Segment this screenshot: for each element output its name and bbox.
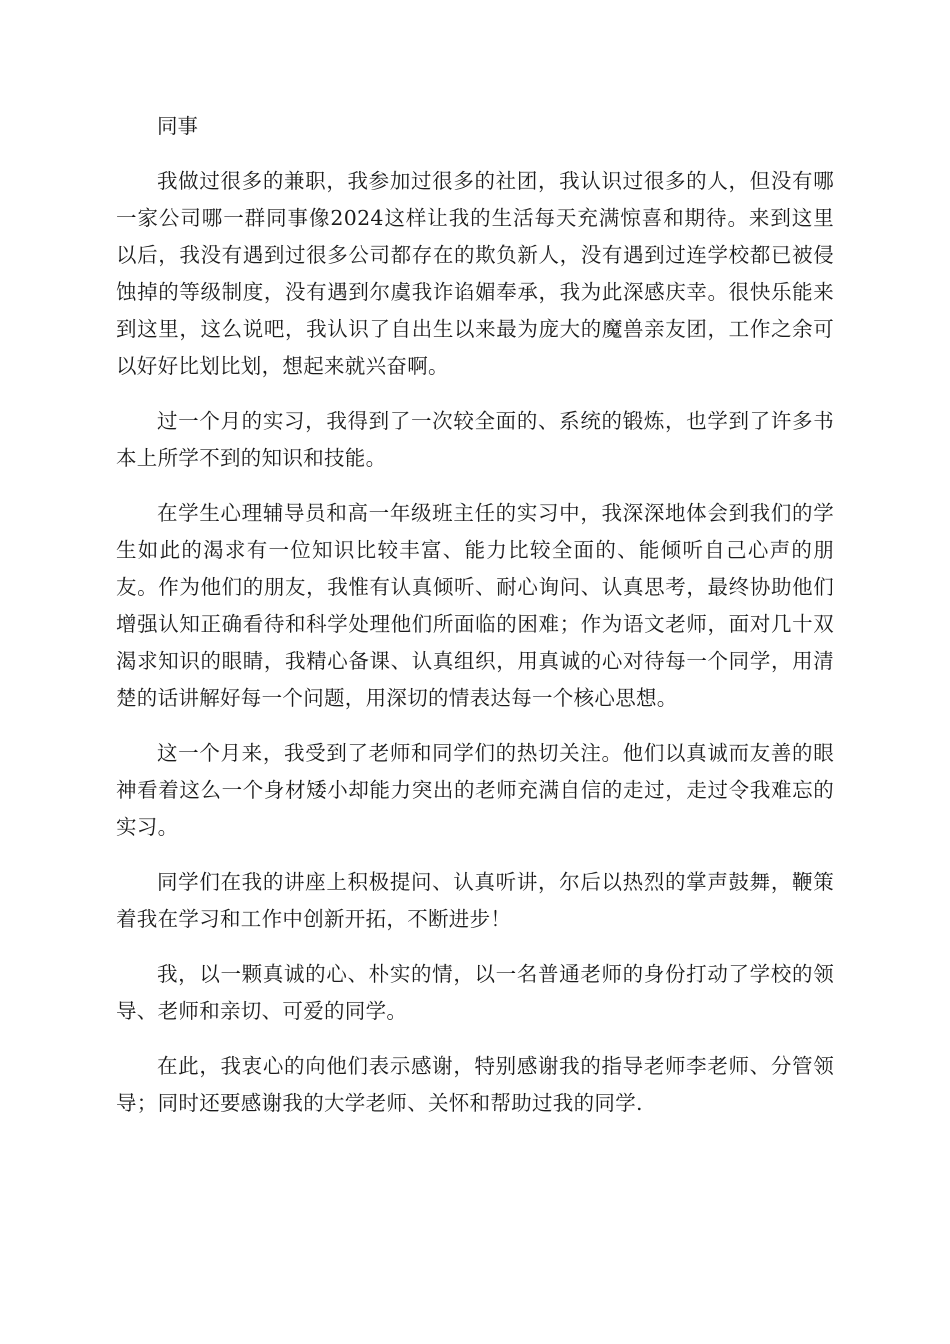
paragraph-students-lecture: 同学们在我的讲座上积极提问、认真听讲，尔后以热烈的掌声鼓舞，鞭策着我在学习和工作中创新开拓，不断进步！: [116, 870, 834, 931]
document-heading: 同事: [157, 114, 198, 138]
paragraph-internship-month: 过一个月的实习，我得到了一次较全面的、系统的锻炼，也学到了许多书本上所学不到的知识和技能。: [116, 409, 834, 470]
paragraph-part-time-colleagues: 我做过很多的兼职，我参加过很多的社团，我认识过很多的人，但没有哪一家公司哪一群同事像2024这样让我的生活每天充满惊喜和期待。来到这里以后，我没有遇到过很多公司都存在的欺负新人，没有遇到过连学校都已被侵蚀掉的等级制度，没有遇到尔虞我诈谄媚奉承，我为此深感庆幸。很快乐能来到这里，这么说吧，我认识了自出生以来最为庞大的魔兽亲友团，工作之余可以好好比划比划，想起来就兴奋啊。: [116, 169, 834, 378]
paragraph-thanks: 在此，我衷心的向他们表示感谢，特别感谢我的指导老师李老师、分管领导；同时还要感谢我的大学老师、关怀和帮助过我的同学.: [116, 1054, 834, 1115]
paragraph-sincere-heart: 我，以一颗真诚的心、朴实的情，以一名普通老师的身份打动了学校的领导、老师和亲切、可爱的同学。: [116, 962, 834, 1023]
document-page: [116, 108, 834, 1140]
paragraph-counselor-teacher: 在学生心理辅导员和高一年级班主任的实习中，我深深地体会到我们的学生如此的渴求有一位知识比较丰富、能力比较全面的、能倾听自己心声的朋友。作为他们的朋友，我惟有认真倾听、耐心询问、认真思考，最终协助他们增强认知正确看待和科学处理他们所面临的困难；作为语文老师，面对几十双渴求知识的眼睛，我精心备课、认真组织，用真诚的心对待每一个同学，用清楚的话讲解好每一个问题，用深切的情表达每一个核心思想。: [116, 501, 834, 710]
paragraph-attention: 这一个月来，我受到了老师和同学们的热切关注。他们以真诚而友善的眼神看着这么一个身材矮小却能力突出的老师充满自信的走过，走过令我难忘的实习。: [116, 741, 834, 839]
